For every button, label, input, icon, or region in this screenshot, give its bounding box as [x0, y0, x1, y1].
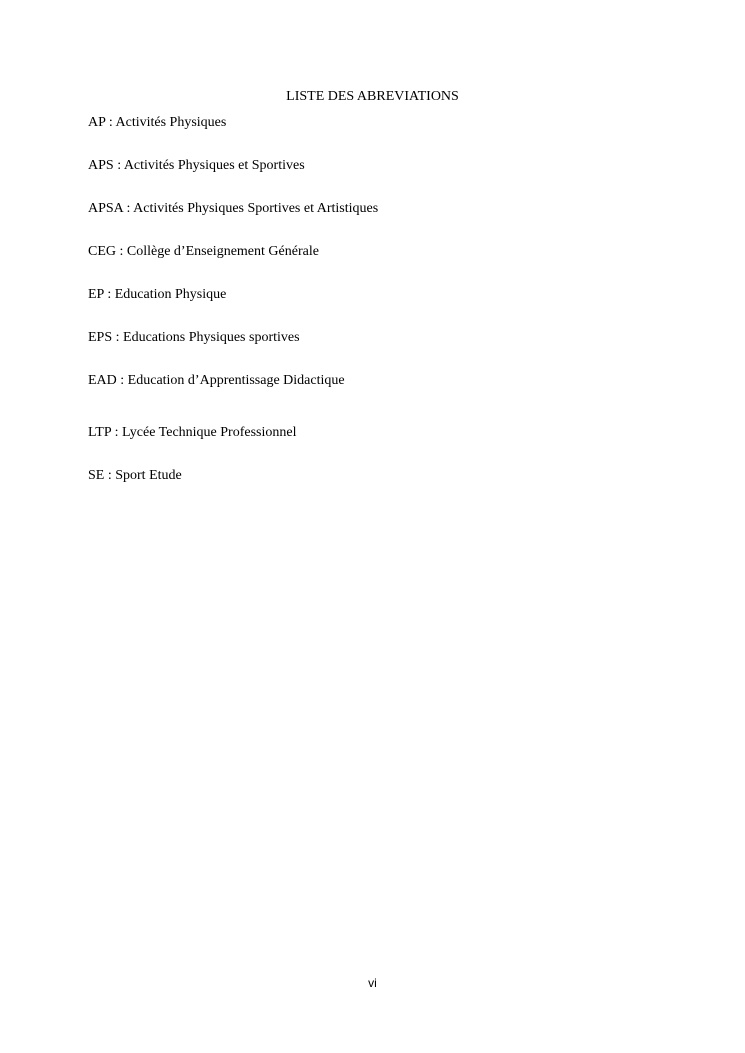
page-title: [0, 88, 745, 106]
abbreviation-definition: Collège d’Enseignement Générale: [126, 244, 319, 259]
abbreviation-definition: Lycée Technique Professionnel: [121, 425, 297, 440]
abbreviation-definition: Activités Physiques: [115, 115, 227, 130]
abbreviation-term: LTP: [88, 425, 112, 440]
abbreviation-item-ep: EP : Education Physique: [88, 287, 227, 302]
abbreviation-item-apsa: APSA : Activités Physiques Sportives et Artistiques: [88, 201, 379, 216]
abbreviation-definition: Educations Physiques sportives: [123, 330, 300, 345]
page-title-text: LISTE DES ABREVIATIONS: [286, 89, 459, 104]
abbreviation-term: AP: [88, 115, 106, 130]
abbreviation-item-se: SE : Sport Etude: [88, 468, 182, 483]
abbreviation-term: EP: [88, 287, 104, 302]
abbreviation-item-ltp: LTP : Lycée Technique Professionnel: [88, 425, 297, 440]
abbreviation-item-aps: APS : Activités Physiques et Sportives: [88, 158, 305, 173]
abbreviation-definition: Activités Physiques et Sportives: [123, 158, 305, 173]
abbreviation-definition: Activités Physiques Sportives et Artistiques: [133, 201, 379, 216]
abbreviation-item-eps: EPS : Educations Physiques sportives: [88, 330, 300, 345]
abbreviation-term: APS: [88, 158, 114, 173]
page-number: vi: [368, 976, 377, 990]
abbreviation-term: EPS: [88, 330, 113, 345]
abbreviation-item-ap: AP : Activités Physiques: [88, 115, 227, 130]
abbreviation-definition: Sport Etude: [115, 468, 182, 483]
abbreviation-definition: Education d’Apprentissage Didactique: [127, 373, 345, 388]
abbreviation-term: APSA: [88, 201, 124, 216]
abbreviation-definition: Education Physique: [114, 287, 227, 302]
abbreviation-term: CEG: [88, 244, 116, 259]
abbreviation-item-ceg: CEG : Collège d’Enseignement Générale: [88, 244, 319, 259]
abbreviation-term: SE: [88, 468, 105, 483]
abbreviation-item-ead: EAD : Education d’Apprentissage Didactique: [88, 373, 345, 388]
abbreviation-term: EAD: [88, 373, 117, 388]
